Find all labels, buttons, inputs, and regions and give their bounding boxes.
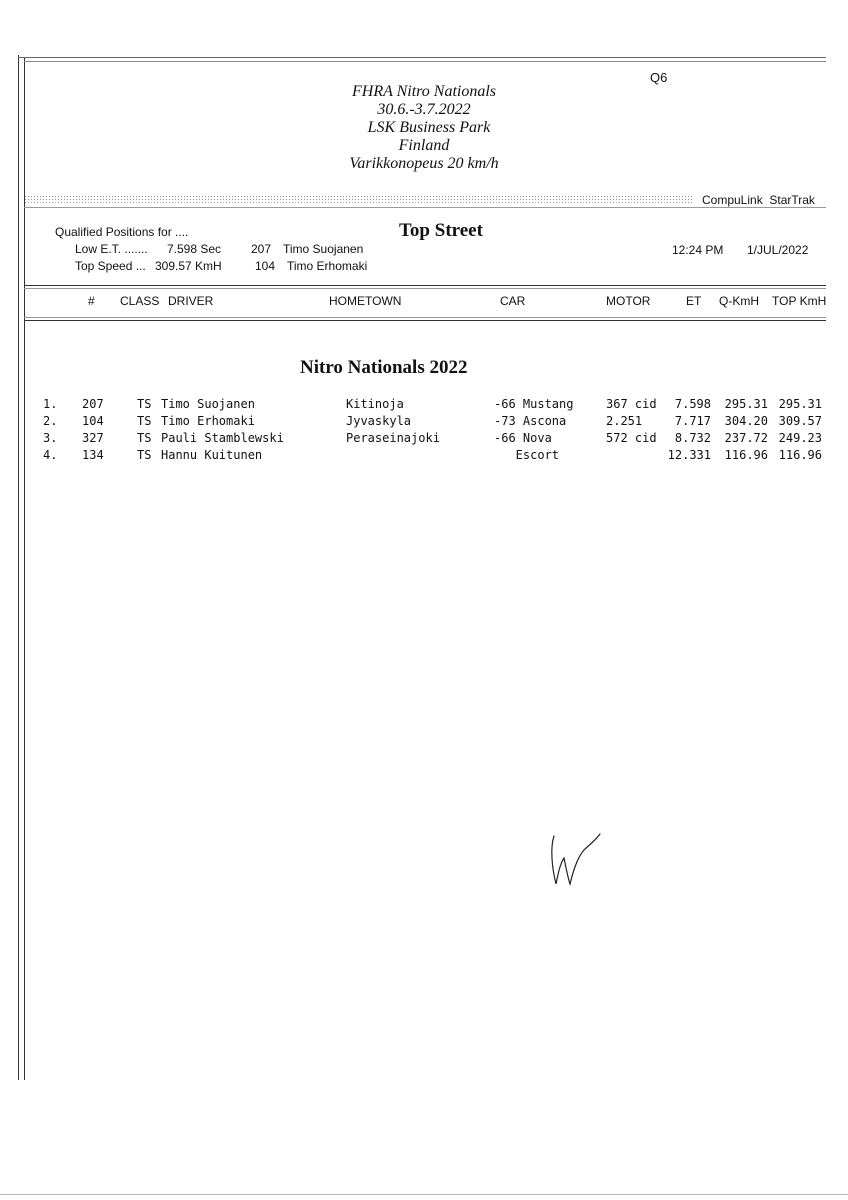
col-header-motor: MOTOR bbox=[606, 294, 651, 308]
signature-mark bbox=[540, 828, 610, 898]
row-car: -73 Ascona bbox=[494, 414, 567, 428]
row-et: 8.732 bbox=[674, 431, 711, 445]
top-speed-label: Top Speed ... bbox=[75, 259, 146, 273]
row-position: 3. bbox=[43, 431, 58, 445]
vendor-label: CompuLink StarTrak bbox=[702, 193, 815, 207]
row-driver: Pauli Stamblewski bbox=[161, 431, 284, 445]
row-car: -66 Mustang bbox=[494, 397, 574, 411]
row-hometown: Jyvaskyla bbox=[346, 414, 412, 428]
col-header-number: # bbox=[88, 294, 95, 308]
row-qkmh: 304.20 bbox=[724, 414, 768, 428]
row-driver: Timo Erhomaki bbox=[161, 414, 255, 428]
event-venue: LSK Business Park bbox=[367, 119, 491, 136]
row-position: 4. bbox=[43, 448, 58, 462]
row-top-kmh: 295.31 bbox=[778, 397, 822, 411]
report-date: 1/JUL/2022 bbox=[747, 243, 809, 257]
event-country: Finland bbox=[398, 137, 450, 154]
row-car-number: 207 bbox=[82, 397, 104, 411]
row-driver: Timo Suojanen bbox=[161, 397, 255, 411]
row-class: TS bbox=[137, 448, 152, 462]
low-et-car-number: 207 bbox=[251, 242, 272, 256]
event-dates: 30.6.-3.7.2022 bbox=[377, 101, 471, 118]
col-header-car: CAR bbox=[500, 294, 526, 308]
frame-left-line bbox=[18, 55, 19, 1080]
row-motor: 2.251 bbox=[606, 414, 643, 428]
row-qkmh: 116.96 bbox=[724, 448, 768, 462]
low-et-label: Low E.T. ....... bbox=[75, 242, 148, 256]
qualified-label: Qualified Positions for .... bbox=[55, 225, 189, 239]
col-header-top-kmh: TOP KmH bbox=[772, 294, 827, 308]
table-row bbox=[0, 431, 848, 448]
row-motor: 367 cid bbox=[606, 397, 657, 411]
header-divider bbox=[24, 207, 826, 208]
row-qkmh: 295.31 bbox=[724, 397, 768, 411]
dotted-band bbox=[24, 195, 692, 203]
page-code: Q6 bbox=[650, 70, 668, 85]
row-et: 7.598 bbox=[674, 397, 711, 411]
table-row bbox=[0, 448, 848, 465]
row-top-kmh: 116.96 bbox=[778, 448, 822, 462]
col-header-driver: DRIVER bbox=[168, 294, 214, 308]
col-header-qkmh: Q-KmH bbox=[719, 294, 759, 308]
row-class: TS bbox=[137, 431, 152, 445]
row-et: 7.717 bbox=[674, 414, 711, 428]
event-pit-speed: Varikkonopeus 20 km/h bbox=[349, 155, 499, 172]
class-title: Top Street bbox=[399, 220, 483, 241]
event-header bbox=[0, 83, 848, 173]
column-header-top-line-2 bbox=[24, 288, 826, 289]
results-title: Nitro Nationals 2022 bbox=[300, 357, 468, 378]
top-speed-value: 309.57 KmH bbox=[155, 259, 222, 273]
top-speed-car-number: 104 bbox=[255, 259, 276, 273]
col-header-et: ET bbox=[686, 294, 702, 308]
row-qkmh: 237.72 bbox=[724, 431, 768, 445]
page-bottom-line bbox=[0, 1194, 848, 1195]
table-row bbox=[0, 414, 848, 431]
frame-top-line-2 bbox=[24, 61, 826, 62]
row-car: Escort bbox=[494, 448, 560, 462]
row-motor: 572 cid bbox=[606, 431, 657, 445]
row-class: TS bbox=[137, 397, 152, 411]
row-car-number: 327 bbox=[82, 431, 104, 445]
row-class: TS bbox=[137, 414, 152, 428]
low-et-driver: Timo Suojanen bbox=[283, 242, 364, 256]
row-top-kmh: 249.23 bbox=[778, 431, 822, 445]
report-time: 12:24 PM bbox=[672, 243, 724, 257]
event-name: FHRA Nitro Nationals bbox=[351, 83, 496, 100]
row-et: 12.331 bbox=[667, 448, 711, 462]
row-car-number: 104 bbox=[82, 414, 104, 428]
row-driver: Hannu Kuitunen bbox=[161, 448, 263, 462]
col-header-class: CLASS bbox=[120, 294, 160, 308]
row-position: 2. bbox=[43, 414, 58, 428]
top-speed-driver: Timo Erhomaki bbox=[287, 259, 368, 273]
column-header-bottom-line bbox=[24, 317, 826, 318]
col-header-hometown: HOMETOWN bbox=[329, 294, 402, 308]
row-position: 1. bbox=[43, 397, 58, 411]
table-row bbox=[0, 397, 848, 414]
row-hometown: Peraseinajoki bbox=[346, 431, 440, 445]
row-car: -66 Nova bbox=[494, 431, 552, 445]
column-header-bottom-line-2 bbox=[24, 320, 826, 321]
frame-left-line-inner bbox=[24, 58, 25, 1080]
row-hometown: Kitinoja bbox=[346, 397, 404, 411]
row-top-kmh: 309.57 bbox=[778, 414, 822, 428]
column-header-top-line bbox=[24, 285, 826, 286]
row-car-number: 134 bbox=[82, 448, 104, 462]
low-et-value: 7.598 Sec bbox=[167, 242, 222, 256]
frame-top-line bbox=[18, 57, 826, 58]
